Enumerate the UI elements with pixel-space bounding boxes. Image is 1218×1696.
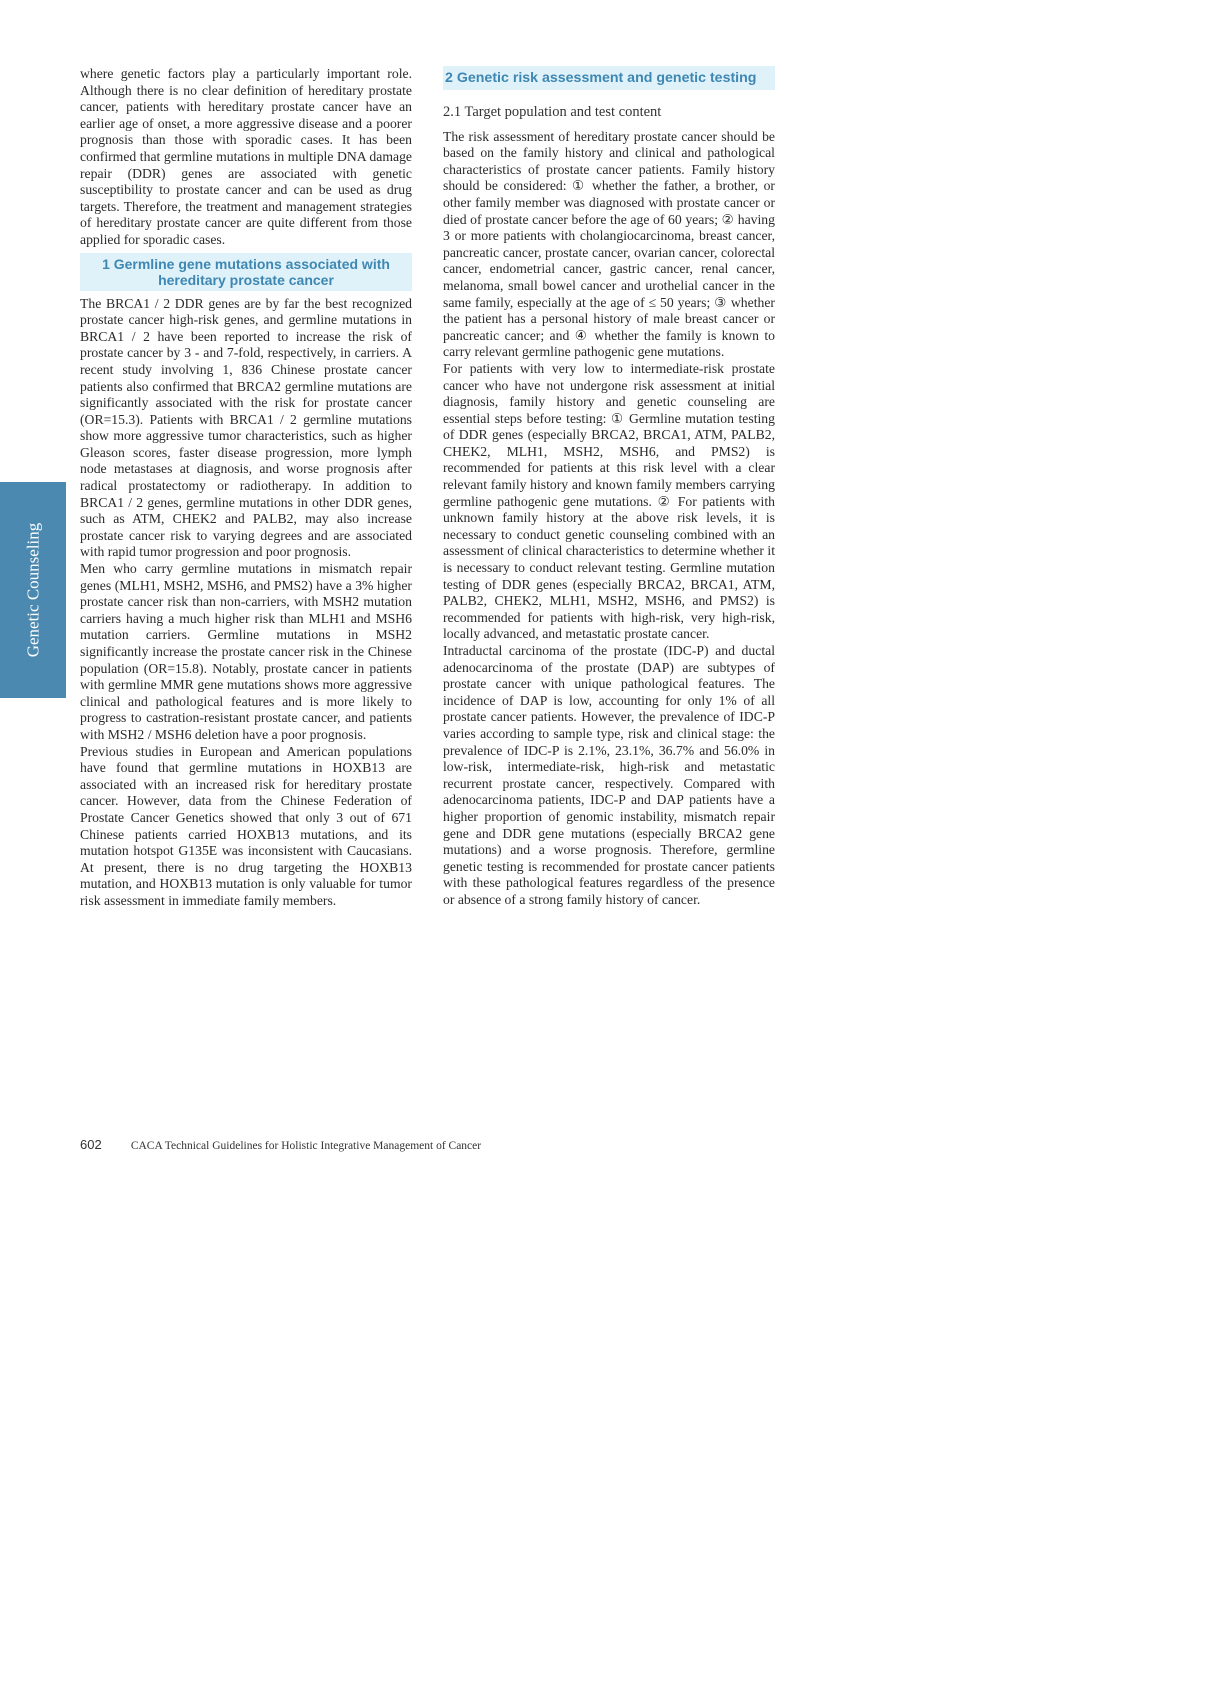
- section-side-tab: [0, 482, 66, 698]
- left-column: [80, 66, 412, 910]
- paragraph-idcp-dap: Intraductal carcinoma of the prostate (IDC-P) and ductal adenocarcinoma of the prostate (DAP) are subtypes of prostate cancer with unique pathological features. The incidence of DAP is low, accounting for only 1% of all prostate cancer patients. However, the prevalence of IDC-P varies according to sample type, risk and clinical stage: the prevalence of IDC-P is 2.1%, 23.1%, 36.7% and 56.0% in low-risk, intermediate-risk, high-risk and metastatic recurrent prostate cancer, respectively. Compared with adenocarcinoma patients, IDC-P and DAP patients have a higher proportion of genomic instability, mismatch repair gene and DDR gene mutations (especially BRCA2 gene mutations) and a worse prognosis. Therefore, germline genetic testing is recommended for prostate cancer patients with these pathological features regardless of the presence or absence of a strong family history of cancer.: [443, 643, 775, 907]
- paragraph-hoxb13: Previous studies in European and American populations have found that germline mutations in HOXB13 are associated with an increased risk for hereditary prostate cancer. However, data from the Chinese Federation of Prostate Cancer Genetics showed that only 3 out of 671 Chinese patients carried HOXB13 mutations, and its mutation hotspot G135E was inconsistent with Caucasians. At present, there is no drug targeting the HOXB13 mutation, and HOXB13 mutation is only valuable for tumor risk assessment in immediate family members.: [80, 743, 412, 908]
- right-column: [443, 66, 775, 909]
- page-footer: [80, 1137, 481, 1153]
- journal-title: CACA Technical Guidelines for Holistic Integrative Management of Cancer: [130, 1140, 482, 1152]
- paragraph-low-risk-testing: For patients with very low to intermediate-risk prostate cancer who have not undergone risk assessment at initial diagnosis, family history and genetic counseling are essential steps before testing: ① Germline mutation testing of DDR genes (especially BRCA2, BRCA1, ATM, PALB2, CHEK2, MLH1, MSH2, MSH6, and PMS2) is recommended for patients at this risk level with a clear relevant family history and known family members carrying germline pathogenic gene mutations. ② For patients with unknown family history at the above risk levels, it is necessary to conduct genetic counseling combined with an assessment of clinical characteristics to determine whether it is necessary to conduct relevant testing. Germline mutation testing of DDR genes (especially BRCA2, BRCA1, ATM, PALB2, CHEK2, MLH1, MSH2, MSH6, and PMS2) is recommended for patients with high-risk, very high-risk, locally advanced, and metastatic prostate cancer.: [443, 360, 775, 642]
- subsection-2-1-heading: 2.1 Target population and test content: [443, 104, 662, 120]
- page-number: 602: [80, 1137, 102, 1152]
- section-2-heading: 2 Genetic risk assessment and genetic testing: [443, 66, 775, 90]
- side-tab-label: Genetic Counseling: [23, 522, 42, 658]
- paragraph-intro: where genetic factors play a particularly important role. Although there is no clear definition of hereditary prostate cancer, patients with hereditary prostate cancer have an earlier age of onset, a more aggressive disease and a poorer prognosis than those with sporadic cases. It has been confirmed that germline mutations in multiple DNA damage repair (DDR) genes are associated with genetic susceptibility to prostate cancer and can be used as drug targets. Therefore, the treatment and management strategies of hereditary prostate cancer are quite different from those applied for sporadic cases.: [80, 66, 412, 247]
- section-1-heading: 1 Germline gene mutations associated with hereditary prostate cancer: [80, 253, 412, 291]
- paragraph-brca: The BRCA1 / 2 DDR genes are by far the best recognized prostate cancer high-risk genes, and germline mutations in BRCA1 / 2 have been reported to increase the risk of prostate cancer by 3 - and 7-fold, respectively, in carriers. A recent study involving 1, 836 Chinese prostate cancer patients also confirmed that BRCA2 germline mutations are significantly associated with the risk for prostate cancer (OR=15.3). Patients with BRCA1 / 2 germline mutations show more aggressive tumor characteristics, such as higher Gleason scores, faster disease progression, more lymph node metastases at diagnosis, and worse prognosis after radical prostatectomy or radiotherapy. In addition to BRCA1 / 2 genes, germline mutations in other DDR genes, such as ATM, CHEK2 and PALB2, may also increase prostate cancer risk to varying degrees and are associated with rapid tumor progression and poor prognosis.: [80, 295, 412, 560]
- paragraph-family-history: The risk assessment of hereditary prostate cancer should be based on the family history and clinical and pathological characteristics of prostate cancer patients. Family history should be considered: ① whether the father, a brother, or other family member was diagnosed with prostate cancer or died of prostate cancer before the age of 60 years; ② having 3 or more patients with cholangiocarcinoma, breast cancer, pancreatic cancer, prostate cancer, ovarian cancer, colorectal cancer, endometrial cancer, gastric cancer, renal cancer, melanoma, small bowel cancer and urothelial cancer in the same family, especially at the age of ≤ 50 years; ③ whether the patient has a personal history of male breast cancer or pancreatic cancer; and ④ whether the family is known to carry relevant germline pathogenic gene mutations.: [443, 128, 775, 360]
- paragraph-mmr: Men who carry germline mutations in mismatch repair genes (MLH1, MSH2, MSH6, and PMS2) have a 3% higher prostate cancer risk than non-carriers, with MSH2 mutation carriers having a much higher risk than MLH1 and MSH6 mutation carriers. Germline mutations in MSH2 significantly increase the prostate cancer risk in the Chinese population (OR=15.8). Notably, prostate cancer in patients with germline MMR gene mutations shows more aggressive clinical and pathological features and is more likely to progress to castration-resistant prostate cancer, and patients with MSH2 / MSH6 deletion have a poor prognosis.: [80, 561, 412, 742]
